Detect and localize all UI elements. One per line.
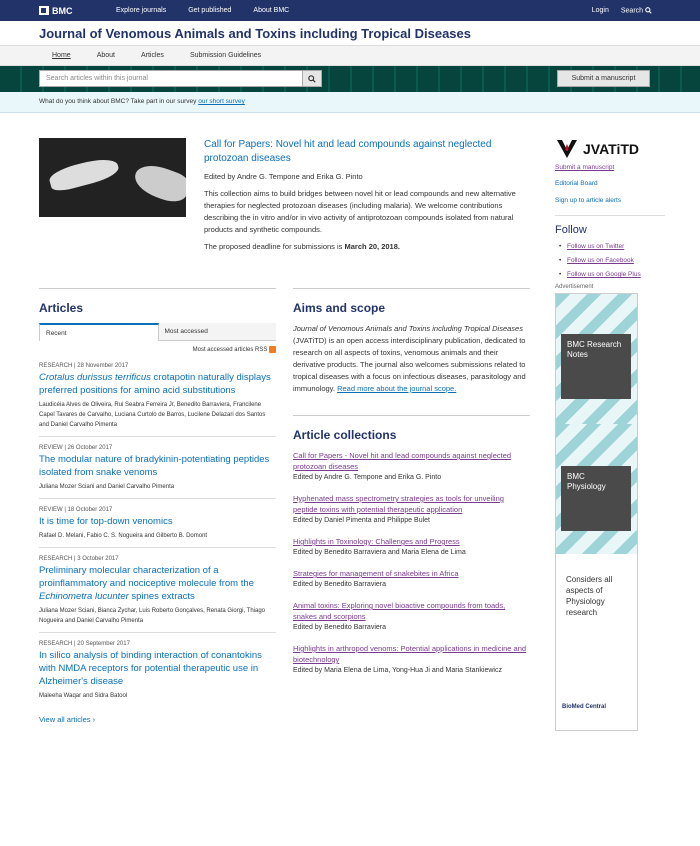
sidebar-editorial-board[interactable]: Editorial Board	[555, 180, 598, 187]
bmc-logo[interactable]: BMC	[39, 6, 116, 16]
search-icon	[645, 7, 652, 14]
journal-logo[interactable]: JVATiTD	[555, 138, 665, 160]
search-icon	[308, 75, 316, 83]
subnav-articles[interactable]: Articles	[140, 52, 164, 59]
collection-link[interactable]: Strategies for management of snakebites in Africa	[293, 569, 459, 578]
list-item: Call for Papers - Novel hit and lead compounds against neglected protozoan diseases Edited by Andre G. Tempone and Erika G. Pinto	[293, 450, 530, 483]
tab-recent[interactable]: Recent	[39, 323, 159, 341]
follow-google-plus[interactable]: • Follow us on Google Plus	[555, 270, 665, 280]
ad-bmc-research-notes: BMC Research Notes	[561, 334, 631, 399]
article-title[interactable]: In silico analysis of binding interaction of conantokins with NMDA receptors for potential therapeutic use in Alzheimer's disease	[39, 650, 262, 688]
advertisement[interactable]	[555, 293, 638, 731]
ad-label: Advertisement	[555, 284, 594, 290]
list-item: Highlights in Toxinology: Challenges and Progress Edited by Benedito Barraviera and Maria Elena de Lima	[293, 536, 530, 558]
follow-facebook[interactable]: • Follow us on Facebook	[555, 256, 665, 266]
subnav-submission-guidelines[interactable]: Submission Guidelines	[189, 52, 262, 59]
journal-title[interactable]: Journal of Venomous Animals and Toxins including Tropical Diseases	[0, 21, 700, 46]
survey-banner: What do you think about BMC? Take part in our survey our short survey	[0, 92, 700, 113]
ad-bmc-physiology: BMC Physiology	[561, 466, 631, 531]
list-item: Hyphenated mass spectrometry strategies as tools for unveiling peptide toxins with potential therapeutic application Edited by Daniel Pimenta and Philippe Bulet	[293, 493, 530, 526]
sidebar-submit-manuscript[interactable]: Submit a manuscript	[555, 164, 615, 171]
global-search-button[interactable]: Search	[621, 7, 652, 14]
list-item: RESEARCH | 3 October 2017 Preliminary molecular characterization of a proinflammatory and nociceptive molecule from the Echinometra lucunter spines extracts Juliana Mozer Sciani, Bianca Zychar, Luis Roberto Gonçalves, Renata Giorgi, Thiago Nogueira and Daniel Carvalho Pimenta	[39, 556, 276, 633]
article-title[interactable]: Crotalus durissus terrificus crotapotin naturally displays preferred positions for amino acid substitutions	[39, 372, 271, 397]
articles-section	[39, 288, 276, 724]
article-title[interactable]: The modular nature of bradykinin-potentiating peptides isolated from snake venoms	[39, 454, 270, 479]
survey-link[interactable]: our short survey	[198, 98, 245, 105]
journal-search-input[interactable]: Search articles within this journal	[39, 70, 304, 87]
main-column	[293, 288, 530, 686]
list-item: Strategies for management of snakebites in Africa Edited by Benedito Barraviera	[293, 568, 530, 590]
subnav-home[interactable]: Home	[52, 52, 71, 59]
featured-description: This collection aims to build bridges between novel hit or lead compounds and new alternative therapies for neglected protozoan diseases (including malaria). We welcome contributions describing the in vitro and/or in vivo activity of antiprotozoan compounds isolated from natural products and synthetic compounds.	[204, 189, 516, 234]
featured-image[interactable]	[39, 138, 186, 217]
aims-heading: Aims and scope	[293, 288, 530, 315]
featured-editors: Edited by Andre G. Tempone and Erika G. Pinto	[204, 172, 363, 181]
list-item: RESEARCH | 28 November 2017 Crotalus durissus terrificus crotapotin naturally displays preferred positions for amino acid substitutions Laudicéia Alves de Oliveira, Rui Seabra Ferreira Jr, Benedito Barraviera, Francilene Capel Tavares de Carvalho, Luciana Curtolo de Barros, Lucilene Delazari dos Santos and Daniel Carvalho Pimenta	[39, 363, 276, 437]
global-header	[0, 0, 700, 21]
collection-link[interactable]: Highlights in Toxinology: Challenges and Progress	[293, 537, 460, 546]
nav-about-bmc[interactable]: About BMC	[253, 7, 290, 14]
sidebar	[555, 138, 665, 731]
view-all-articles-link[interactable]: View all articles ›	[39, 715, 96, 725]
articles-heading: Articles	[39, 288, 276, 315]
login-link[interactable]: Login	[591, 7, 609, 14]
article-title[interactable]: Preliminary molecular characterization of a proinflammatory and nociceptive molecule from the Echinometra lucunter spines extracts	[39, 565, 254, 603]
collections-heading: Article collections	[293, 415, 530, 442]
article-title[interactable]: It is time for top-down venomics	[39, 516, 173, 528]
featured-title[interactable]: Call for Papers: Novel hit and lead compounds against neglected protozoan diseases	[204, 139, 492, 164]
list-item: REVIEW | 18 October 2017 It is time for top-down venomics Rafael D. Melani, Fabio C. S. Nogueira and Gilberto B. Domont	[39, 507, 276, 548]
read-more-scope-link[interactable]: Read more about the journal scope.	[337, 384, 457, 393]
follow-twitter[interactable]: • Follow us on Twitter	[555, 242, 665, 252]
list-item: Animal toxins: Exploring novel bioactive compounds from toads, snakes and scorpions Edited by Benedito Barraviera	[293, 600, 530, 633]
ad-text: Considers all aspects of Physiology research	[566, 575, 613, 617]
venom-drop-icon	[555, 138, 579, 160]
collection-link[interactable]: Highlights in arthropod venoms: Potential applications in medicine and biotechnology	[293, 644, 527, 664]
featured-collection	[39, 138, 516, 251]
search-band	[0, 66, 700, 92]
most-accessed-rss[interactable]: Most accessed articles RSS	[39, 346, 276, 353]
journal-nav	[0, 46, 700, 66]
list-item: REVIEW | 26 October 2017 The modular nature of bradykinin-potentiating peptides isolated from snake venoms Juliana Mozer Sciani and Daniel Carvalho Pimenta	[39, 445, 276, 499]
journal-search-button[interactable]	[302, 70, 322, 87]
submit-manuscript-button[interactable]: Submit a manuscript	[557, 70, 650, 87]
list-item: Highlights in arthropod venoms: Potential applications in medicine and biotechnology Edited by Maria Elena de Lima, Yong-Hua Ji and Maria Stankiewicz	[293, 643, 530, 676]
biomed-central-logo: BioMed Central	[562, 704, 607, 710]
follow-heading: Follow	[555, 224, 587, 236]
nav-get-published[interactable]: Get published	[188, 7, 232, 14]
collection-link[interactable]: Call for Papers - Novel hit and lead compounds against neglected protozoan diseases	[293, 451, 512, 471]
tab-most-accessed[interactable]: Most accessed	[159, 323, 277, 340]
collection-link[interactable]: Animal toxins: Exploring novel bioactive compounds from toads, snakes and scorpions	[293, 601, 506, 621]
nav-explore-journals[interactable]: Explore journals	[116, 7, 167, 14]
featured-deadline: The proposed deadline for submissions is March 20, 2018.	[204, 242, 400, 251]
sidebar-article-alerts[interactable]: Sign up to article alerts	[555, 197, 622, 204]
collection-link[interactable]: Hyphenated mass spectrometry strategies as tools for unveiling peptide toxins with potential therapeutic application	[293, 494, 504, 514]
list-item: RESEARCH | 20 September 2017 In silico analysis of binding interaction of conantokins with NMDA receptors for potential therapeutic use in Alzheimer's disease Maleeha Waqar and Sidra Batool	[39, 641, 276, 707]
subnav-about[interactable]: About	[96, 52, 115, 59]
rss-icon	[269, 346, 276, 353]
bmc-logo-icon	[39, 6, 49, 15]
aims-text: Journal of Venomous Animals and Toxins including Tropical Diseases (JVATiTD) is an open access interdisciplinary publication, dedicated to research on all aspects of toxins, venomous animals and their derivative products. The journal also welcomes submissions related to tropical diseases with a focus on infectious diseases, parasitology and immunology. Read more about the journal scope.	[293, 324, 526, 393]
